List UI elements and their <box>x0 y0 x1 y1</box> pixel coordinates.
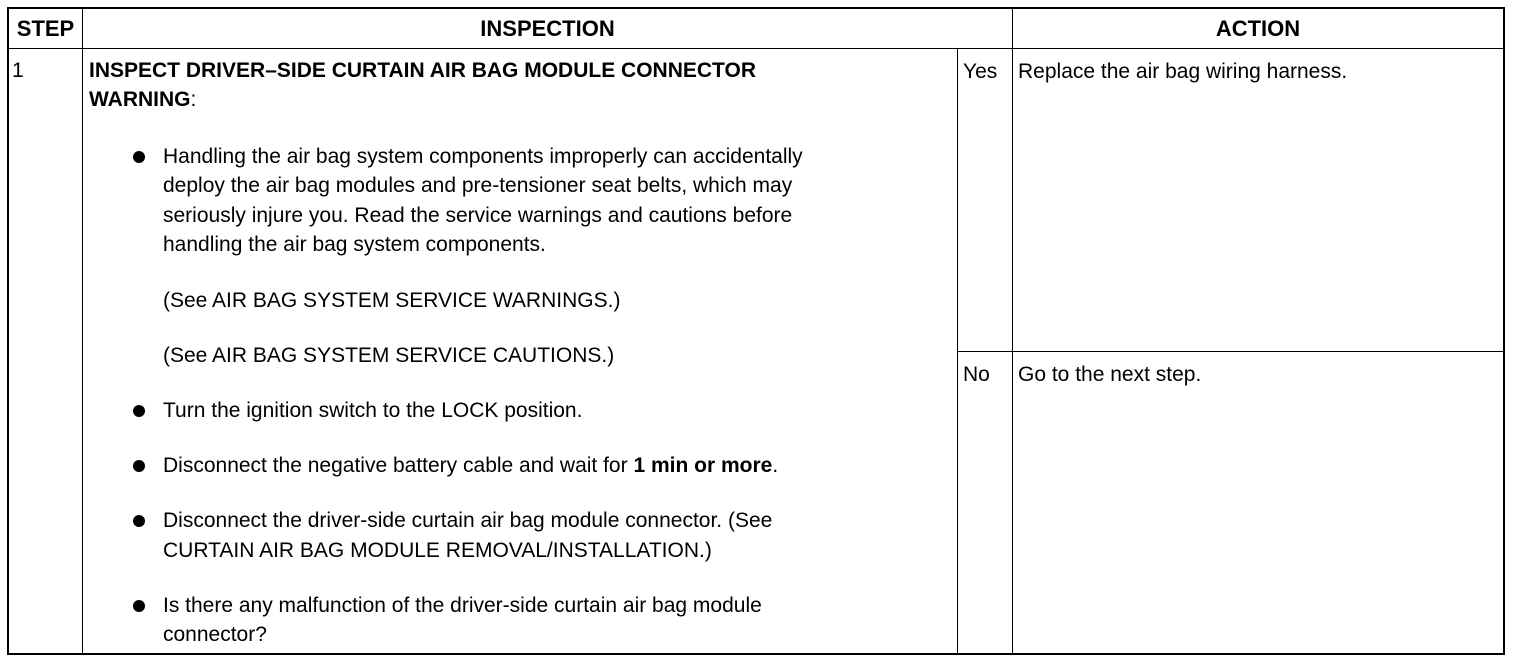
bullet-1-line-3: seriously injure you. Read the service warnings and cautions before <box>163 204 793 227</box>
bullet-1-line-4: handling the air bag system components. <box>163 233 546 256</box>
bullet-3-duration: 1 min or more <box>633 454 773 477</box>
bullet-1-line-2: deploy the air bag modules and pre-tensioner seat belts, which may <box>163 174 793 197</box>
step-number: 1 <box>12 59 24 82</box>
reference-cautions[interactable]: (See AIR BAG SYSTEM SERVICE CAUTIONS.) <box>163 344 615 367</box>
bullet-icon <box>133 405 145 417</box>
header-inspection: INSPECTION <box>480 16 615 41</box>
reference-warnings[interactable]: (See AIR BAG SYSTEM SERVICE WARNINGS.) <box>163 289 621 312</box>
warning-label: WARNING <box>89 88 191 111</box>
bullet-5-line-1: Is there any malfunction of the driver-side curtain air bag module <box>163 594 762 617</box>
header-action: ACTION <box>1215 16 1301 41</box>
bullet-1-line-1: Handling the air bag system components improperly can accidentally <box>163 145 803 168</box>
yes-label: Yes <box>963 60 998 83</box>
col-divider-step <box>82 9 83 654</box>
bullet-icon <box>133 151 145 163</box>
warning-heading <box>89 85 196 115</box>
bullet-4-line-1: Disconnect the driver-side curtain air bag module connector. (See <box>163 509 773 532</box>
bullet-2: Turn the ignition switch to the LOCK position. <box>163 399 583 422</box>
header-step: STEP <box>16 16 75 41</box>
bullet-3-period: . <box>772 454 779 477</box>
bullet-3 <box>163 451 778 481</box>
warning-colon: : <box>190 88 197 111</box>
no-label: No <box>963 363 990 386</box>
bullet-icon <box>133 515 145 527</box>
bullet-icon <box>133 600 145 612</box>
bullet-3-text: Disconnect the negative battery cable and wait for <box>163 454 634 477</box>
bullet-4-line-2[interactable]: CURTAIN AIR BAG MODULE REMOVAL/INSTALLATION.) <box>163 539 712 562</box>
yes-no-divider <box>957 351 1503 352</box>
no-action: Go to the next step. <box>1018 363 1202 386</box>
bullet-icon <box>133 460 145 472</box>
yes-action: Replace the air bag wiring harness. <box>1018 60 1348 83</box>
bullet-5-line-2: connector? <box>163 623 267 646</box>
col-divider-action <box>1012 9 1013 654</box>
inspection-title: INSPECT DRIVER–SIDE CURTAIN AIR BAG MODULE CONNECTOR <box>89 59 756 82</box>
